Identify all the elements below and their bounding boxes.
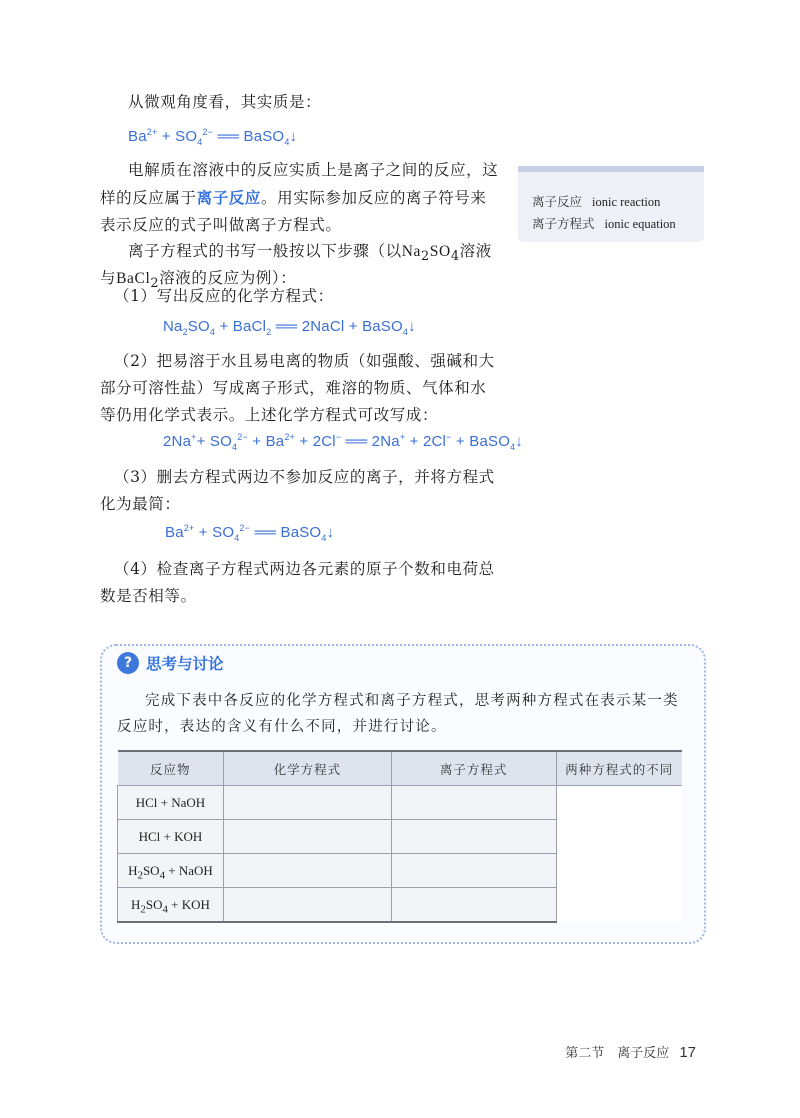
discussion-text: 完成下表中各反应的化学方程式和离子方程式，思考两种方程式在表示某一类反应时，表达的含义有什么不同，并进行讨论。 xyxy=(117,693,679,735)
chemical-equation-cell[interactable] xyxy=(223,888,391,923)
ionic-equation-cell[interactable] xyxy=(391,888,556,923)
equation-net-ionic-2: $Ba^{2+} + SO_4^{2-}$ ══ BaSO$_4$↓ xyxy=(165,523,335,543)
header-ionic-equation: 离子方程式 xyxy=(391,751,556,786)
table-header-row xyxy=(118,751,683,786)
paragraph-ionic-reaction: 电解质在溶液中的反应实质上是离子之间的反应，这样的反应属于离子反应。用实际参加反应的离子符号来表示反应的式子叫做离子方程式。 xyxy=(100,161,499,234)
page-number: 17 xyxy=(679,1044,696,1061)
equation-chemical: $Na_2SO_4$ + BaCl$_2$ ══ 2NaCl + BaSO$_4$↓ xyxy=(163,318,416,337)
discussion-title: 思考与讨论 xyxy=(146,655,224,673)
step-4: （4）检查离子方程式两边各元素的原子个数和电荷总数是否相等。 xyxy=(100,560,495,605)
question-icon: ? xyxy=(117,652,139,674)
discussion-table xyxy=(117,750,682,923)
reactant-cell: HCl + KOH xyxy=(118,820,224,854)
glossary-row-2: 离子方程式 ionic equation xyxy=(532,216,676,231)
equation-net-ionic-1: $Ba^{2+} + SO_4^{2-}$ ══ BaSO$_4$↓ xyxy=(128,127,298,147)
equation-ionic-full: $2Na^++ SO_4^{2-} + Ba^{2+} + 2Cl^-$ ══ 2Na+ + 2Cl− + BaSO$_4$↓ xyxy=(163,432,523,452)
step-2: （2）把易溶于水且易电离的物质（如强酸、强碱和大部分可溶性盐）写成离子形式，难溶的物质、气体和水等仍用化学式表示。上述化学方程式可改写成： xyxy=(100,352,495,424)
highlight-ionic-reaction: 离子反应 xyxy=(196,188,262,207)
section-label: 第二节 离子反应 xyxy=(565,1046,670,1061)
reactant-cell: $H_2SO_4$ + KOH xyxy=(118,888,224,923)
page-footer xyxy=(565,1042,696,1061)
chemical-equation-cell[interactable] xyxy=(223,786,391,820)
header-difference: 两种方程式的不同 xyxy=(556,751,682,786)
glossary-row-1: 离子反应 ionic reaction xyxy=(532,194,661,209)
header-reactants: 反应物 xyxy=(118,751,224,786)
step-1: （1）写出反应的化学方程式： xyxy=(114,287,334,305)
difference-cell[interactable] xyxy=(556,786,682,923)
glossary-sidenote xyxy=(518,166,704,242)
paragraph-steps-intro: 离子方程式的书写一般按以下步骤（以$Na_2SO_4$溶液与BaCl$_2$溶液的反应为例）： xyxy=(100,242,492,292)
ionic-equation-cell[interactable] xyxy=(391,820,556,854)
chemical-equation-cell[interactable] xyxy=(223,820,391,854)
chemical-equation-cell[interactable] xyxy=(223,854,391,888)
reactant-cell: $H_2SO_4$ + NaOH xyxy=(118,854,224,888)
table-row xyxy=(118,786,683,820)
ionic-equation-cell[interactable] xyxy=(391,786,556,820)
header-chemical-equation: 化学方程式 xyxy=(223,751,391,786)
reactant-cell: HCl + NaOH xyxy=(118,786,224,820)
intro-line: 从微观角度看，其实质是： xyxy=(128,93,322,111)
ionic-equation-cell[interactable] xyxy=(391,854,556,888)
step-3: （3）删去方程式两边不参加反应的离子，并将方程式化为最简： xyxy=(100,468,495,513)
